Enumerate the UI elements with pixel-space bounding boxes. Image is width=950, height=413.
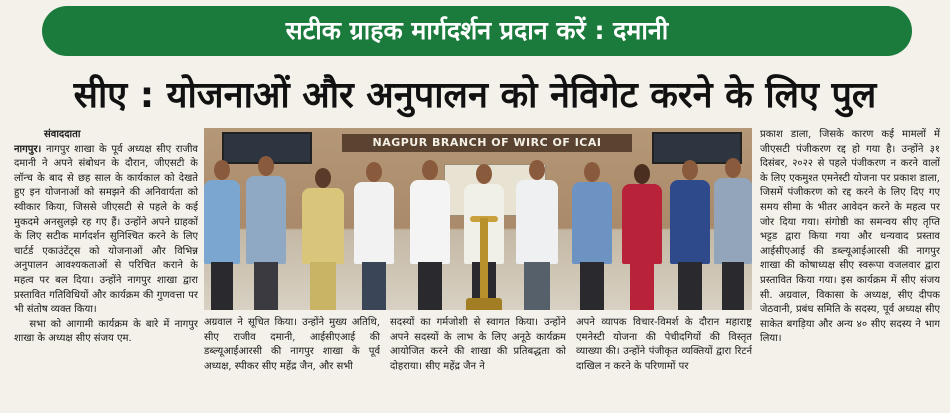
paragraph-text: सभा को आगामी कार्यक्रम के बारे में नागपुर शाखा के अध्यक्ष सीए संजय एम.: [14, 318, 198, 345]
article-column-5: प्रकाश डाला, जिसके कारण कई मामलों में जीएसटी पंजीकरण रद्द हो गया है। उन्होंने ३१ दिसंबर, २०२२ से पहले पंजीकरण न करने वालों के लिए एकमुश्त एमनेस्टी योजना पर प्रकाश डाला, जिसमें पंजीकरण को रद्द करने के लिए दिए गए समय सीमा के भीतर आवेदन करने के महत्व पर जोर दिया गया। संगोष्ठी का समन्वय सीए तृप्ति भट्टड द्वारा किया गया और धन्यवाद प्रस्ताव आईसीएआई की डब्ल्यूआईआरसी की नागपुर शाखा की कोषाध्यक्ष सीए स्वरूपा वजलवार द्वारा प्रस्तावित किया गया। इस कार्यक्रम में सीए संजय सी. अग्रवाल, विकासा के अध्यक्ष, सीए दीपक जेठवानी, प्रबंध समिति के सदस्य, पूर्व अध्यक्ष सीए साकेत बगड़िया और अन्य ४० सीए सदस्य ने भाग लिया।: [760, 129, 940, 345]
article-column-1: [14, 128, 198, 388]
article-column-2: अग्रवाल ने सूचित किया। उन्होंने मुख्य अतिथि, सीए राजीव दमानी, आईसीएआई की डब्ल्यूआईआरसी की नागपुर शाखा के पूर्व अध्यक्ष, स्पीकर सीए महेंद्र जैन, और सभी: [204, 317, 380, 372]
article-paragraph: [14, 318, 198, 347]
article-column-4: अपने व्यापक विचार-विमर्श के दौरान महाराष्ट्र एमनेस्टी योजना की पेचीदगियों की विस्तृत व्याख्या की। उन्होंने पंजीकृत व्यक्तियों द्वारा रिटर्न दाखिल न करने के परिणामों पर: [576, 317, 752, 372]
person: [302, 168, 344, 310]
photo-sign: NAGPUR BRANCH OF WIRC OF ICAI: [342, 134, 632, 152]
person: [516, 160, 558, 310]
dateline: नागपुर।: [14, 143, 42, 155]
person: [670, 160, 710, 310]
lamp-base: [466, 298, 502, 310]
person: [204, 160, 240, 310]
event-photo: [204, 128, 752, 310]
byline: संवाददाता: [44, 129, 81, 140]
person: [714, 158, 752, 310]
article-column-3: सदस्यों का गर्मजोशी से स्वागत किया। उन्होंने अपने सदस्यों के लाभ के लिए अनूठे कार्यक्रम आयोजित करने की शाखा की प्रतिबद्धता को दोहराया। सीए महेंद्र जैन ने: [390, 317, 566, 372]
person: [410, 160, 450, 310]
person: [622, 164, 662, 310]
article-paragraph: [14, 143, 198, 318]
paragraph-text: नागपुर शाखा के पूर्व अध्यक्ष सीए राजीव दमानी ने अपने संबोधन के दौरान, जीएसटी के लॉन्च के बाद से छह साल के कार्यकाल को देखते हुए इन योजनाओं को समझने की अनिवार्यता को स्वीकार किया, जिससे जीएसटी से पहले के कई मुकदमे अनसुलझे रह गए हैं। उन्होंने अपने ग्राहकों के लिए सटीक मार्गदर्शन सुनिश्चित करने के लिए चार्टर्ड एकाउंटेंट्स को योजनाओं और विभिन्न अनुपालन आवश्यकताओं से परिचित कराने के महत्व पर बल दिया। उन्होंने नागपुर शाखा द्वारा प्रस्तावित गतिविधियों और कार्यक्रम की गुणवत्ता पर भी संतोष व्यक्त किया।: [14, 143, 198, 316]
section-banner: सटीक ग्राहक मार्गदर्शन प्रदान करें : दमानी: [42, 6, 912, 56]
person: [246, 156, 286, 310]
headline: सीए : योजनाओं और अनुपालन को नेविगेट करने के लिए पुल: [73, 75, 877, 116]
lamp-stand: [480, 218, 488, 300]
person: [354, 162, 394, 310]
person: [572, 162, 612, 310]
